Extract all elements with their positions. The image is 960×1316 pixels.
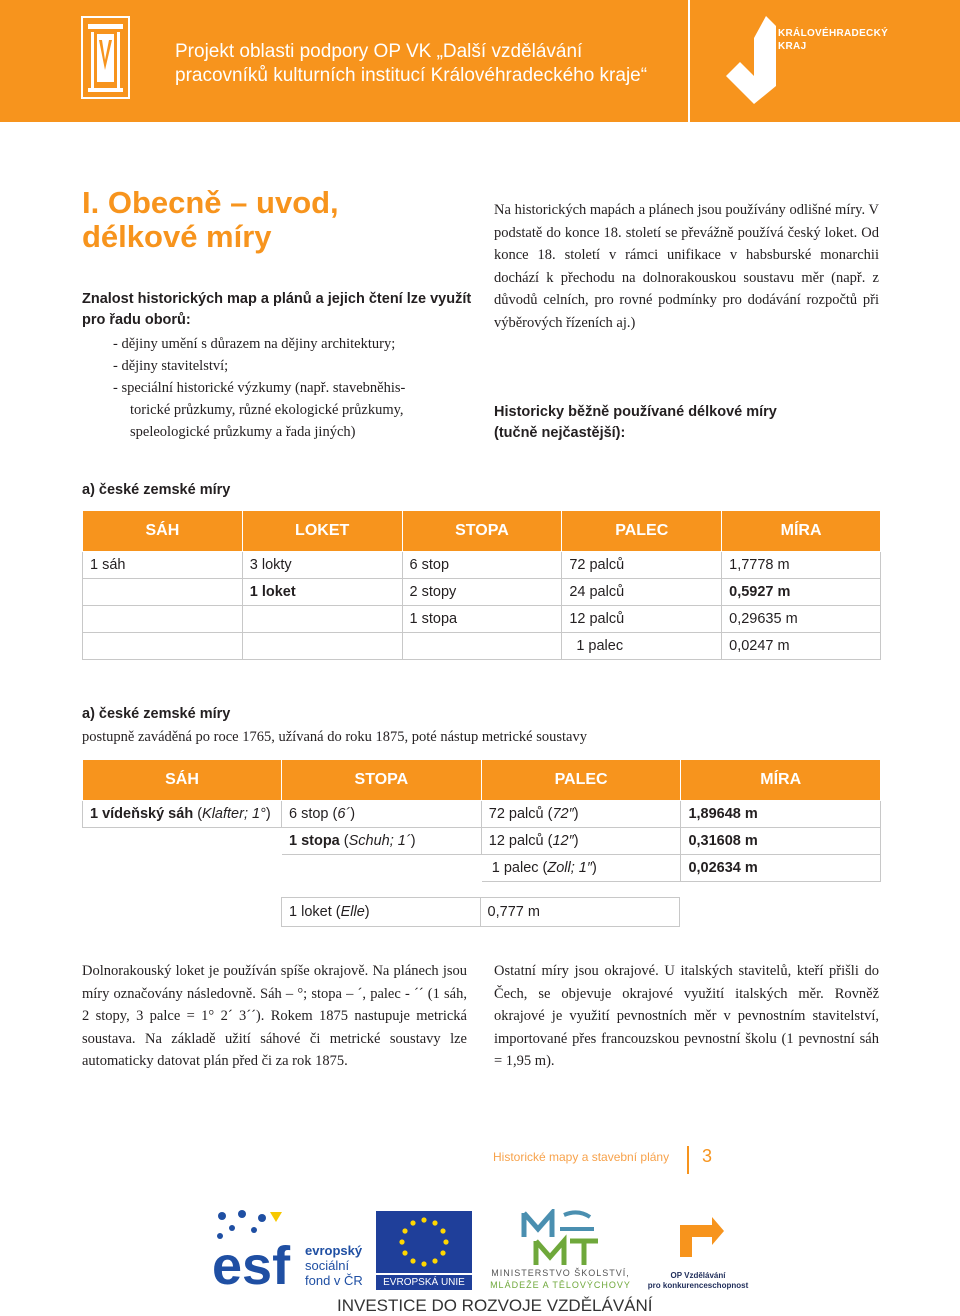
table-cell: [481, 855, 681, 882]
kraj-label: [778, 27, 888, 53]
cell-italic-text: Zoll; 1″: [547, 860, 592, 876]
msmt-logo-icon: [520, 1209, 600, 1267]
measures-heading-line: Historicky běžně používané délkové míry: [494, 404, 777, 420]
cell-text: (: [339, 833, 349, 849]
heading-line: délkové míry: [82, 219, 272, 254]
column-header: PALEC: [481, 760, 681, 801]
svg-text:esf: esf: [212, 1236, 291, 1290]
cell-italic-text: 12″: [552, 833, 574, 849]
cell-text: ): [350, 806, 356, 822]
table-cell: 1 sáh: [83, 552, 243, 579]
table-row: [83, 855, 881, 882]
column-header: MÍRA: [681, 760, 881, 801]
table-cell: [83, 633, 243, 660]
table-header-row: [83, 760, 881, 801]
table-cell: [83, 801, 282, 828]
cell-italic-text: Klafter; 1°: [202, 806, 266, 822]
table-cell: [281, 855, 481, 882]
kraj-label-line: KRÁLOVÉHRADECKÝ: [778, 28, 889, 39]
table-cell: [281, 801, 481, 828]
kraj-label-line: KRAJ: [778, 41, 807, 52]
header-divider: [688, 0, 690, 122]
viennese-measures-table: [82, 759, 881, 882]
table-cell: [282, 898, 481, 927]
bullet-item: - dějiny stavitelství;: [113, 358, 229, 374]
running-title: Historické mapy a stavební plány: [493, 1150, 670, 1164]
intro-text: Znalost historických map a plánů a jejich čtení lze využít pro řadu oborů:: [82, 291, 472, 328]
column-header: STOPA: [402, 511, 562, 552]
table-cell: [83, 606, 243, 633]
cell-text: 12 palců (: [488, 833, 553, 849]
table-cell: 6 stop: [402, 552, 562, 579]
table-cell: [83, 855, 282, 882]
table-cell: 1,89648 m: [681, 801, 881, 828]
esf-label-line: evropský: [305, 1243, 363, 1258]
esf-label-line: sociální: [305, 1258, 350, 1273]
column-header: MÍRA: [722, 511, 881, 552]
column-header: SÁH: [83, 511, 243, 552]
table-cell: 0,31608 m: [681, 828, 881, 855]
bullet-item: speleologické průzkumy a řada jiných): [130, 424, 356, 440]
op-vk-label-line: pro konkurenceschopnost: [647, 1281, 749, 1290]
heading-line: I. Obecně – uvod,: [82, 185, 339, 220]
page-heading: [82, 186, 339, 254]
table-cell: 1 stopa: [402, 606, 562, 633]
logo-emblem-icon: [83, 18, 128, 97]
table-cell: 1,7778 m: [722, 552, 881, 579]
table-row: [83, 828, 881, 855]
table-cell: [481, 828, 681, 855]
measures-intro-paragraph: Na historických mapách a plánech jsou používány odlišné míry. V podstatě do konce 18. století se převážně používá český loket. Od konce 18. století v rámci unifikace v habsburské monarchii dochází k přechodu na dolnorakouskou soustavu měr (např. z důvodů celních, pro rovné podmínky pro dodávání rozpočtů při výběrových řízeních aj.): [494, 202, 879, 331]
table-cell: 0,02634 m: [681, 855, 881, 882]
cell-italic-text: 6´: [337, 806, 351, 822]
kraj-logo-icon: [718, 14, 778, 104]
cell-text: 1 palec (: [491, 860, 548, 876]
investice-label: INVESTICE DO ROZVOJE VZDĚLÁVÁNÍ: [337, 1296, 653, 1315]
measures-heading-line: (tučně nejčastější):: [494, 425, 626, 441]
project-title: [175, 40, 647, 88]
cell-text: ): [573, 806, 579, 822]
op-vk-logo-icon: [672, 1213, 728, 1265]
cell-italic-text: Elle: [340, 904, 365, 920]
column-header: PALEC: [562, 511, 722, 552]
cell-text: 1 loket (: [289, 904, 341, 920]
bullet-item: - speciální historické výzkumy (např. stavebněhis-: [113, 380, 406, 396]
bullet-item: - dějiny umění s důrazem na dějiny architektury;: [113, 336, 396, 352]
table-cell: [402, 633, 562, 660]
section-title: a) české zemské míry: [82, 482, 231, 498]
table-cell: [242, 606, 402, 633]
cell-text: ): [410, 833, 416, 849]
czech-measures-table: [82, 510, 881, 660]
section-title: a) české zemské míry: [82, 706, 231, 722]
op-vk-label: [646, 1271, 750, 1291]
measures-heading: [494, 402, 879, 444]
table-row: [83, 606, 881, 633]
table-cell: [83, 828, 282, 855]
table-cell: 0,777 m: [480, 898, 679, 927]
table-cell: 1 loket: [242, 579, 402, 606]
esf-logo-icon: [212, 1210, 304, 1290]
table-row: [83, 579, 881, 606]
project-title-line: pracovníků kulturních institucí Královéhradeckého kraje“: [175, 65, 648, 86]
other-measures-paragraph: Ostatní míry jsou okrajové. U italských stavitelů, kteří přišli do Čech, se objevuje okrajové využití italských měr. Rovněž okrajové je využití pevnostních měr v pevnostním stavitelství, importované přes francouzskou pevnostní školu (1 pevnostní sáh = 1,95 m).: [494, 963, 879, 1069]
table-cell: 2 stopy: [402, 579, 562, 606]
table-cell: 0,5927 m: [722, 579, 881, 606]
msmt-label-line: MLÁDEŽE A TĚLOVÝCHOVY: [490, 1280, 631, 1290]
table-cell: [281, 828, 481, 855]
esf-label-line: fond v ČR: [305, 1273, 363, 1288]
eu-flag-icon: [376, 1211, 472, 1273]
project-title-line: Projekt oblasti podpory OP VK „Další vzdělávání: [175, 41, 583, 62]
cell-text: 6 stop (: [288, 806, 338, 822]
table-row: [83, 801, 881, 828]
eu-label: EVROPSKÁ UNIE: [376, 1275, 472, 1290]
section-subtitle: postupně zaváděná po roce 1765, užívaná do roku 1875, poté nástup metrické soustavy: [82, 729, 587, 745]
page-number: 3: [702, 1146, 713, 1166]
cell-italic-text: Schuh; 1´: [348, 833, 411, 849]
table-header-row: [83, 511, 881, 552]
project-logo: [81, 16, 130, 99]
notation-paragraph: Dolnorakouský loket je používán spíše okrajově. Na plánech jsou míry označovány následovně. Sáh – °; stopa – ´, palec - ´´ (1 sáh, 2 stopy, 3 palce = 1° 2´ 3´´). Rokem 1875 nastupuje metrická soustava. Na základě užití sáhové či metrické soustavy lze automaticky datovat plán před či za rok 1875.: [82, 963, 467, 1069]
column-header: STOPA: [281, 760, 481, 801]
cell-text: (: [193, 806, 203, 822]
table-cell: 12 palců: [562, 606, 722, 633]
table-cell: 72 palců: [562, 552, 722, 579]
cell-text: ): [592, 860, 597, 876]
cell-text: ): [265, 806, 271, 822]
table-row: [282, 898, 680, 927]
op-vk-label-line: OP Vzdělávání: [670, 1271, 726, 1280]
cell-bold-text: 1 stopa: [288, 833, 340, 849]
cell-italic-text: 72″: [552, 806, 574, 822]
cell-text: ): [573, 833, 579, 849]
table-cell: 3 lokty: [242, 552, 402, 579]
table-cell: 24 palců: [562, 579, 722, 606]
table-row: [83, 552, 881, 579]
column-header: SÁH: [83, 760, 282, 801]
table-cell: [242, 633, 402, 660]
cell-text: ): [364, 904, 370, 920]
column-header: LOKET: [242, 511, 402, 552]
table-cell: [481, 801, 681, 828]
msmt-label-line: MINISTERSTVO ŠKOLSTVÍ,: [491, 1268, 630, 1278]
table-cell: 0,29635 m: [722, 606, 881, 633]
table-row: [83, 633, 881, 660]
page-header: [0, 0, 960, 122]
esf-label: [305, 1243, 363, 1288]
table-cell: 0,0247 m: [722, 633, 881, 660]
table-cell: [83, 579, 243, 606]
table-cell: 1 palec: [562, 633, 722, 660]
logo-strip: [0, 1205, 960, 1295]
cell-text: 72 palců (: [488, 806, 553, 822]
bullet-item: torické průzkumy, různé ekologické průzkumy,: [130, 402, 404, 418]
cell-bold-text: 1 vídeňský sáh: [90, 806, 194, 822]
msmt-label: [478, 1267, 643, 1291]
loket-table: [281, 897, 680, 927]
footer-divider: [687, 1146, 689, 1174]
